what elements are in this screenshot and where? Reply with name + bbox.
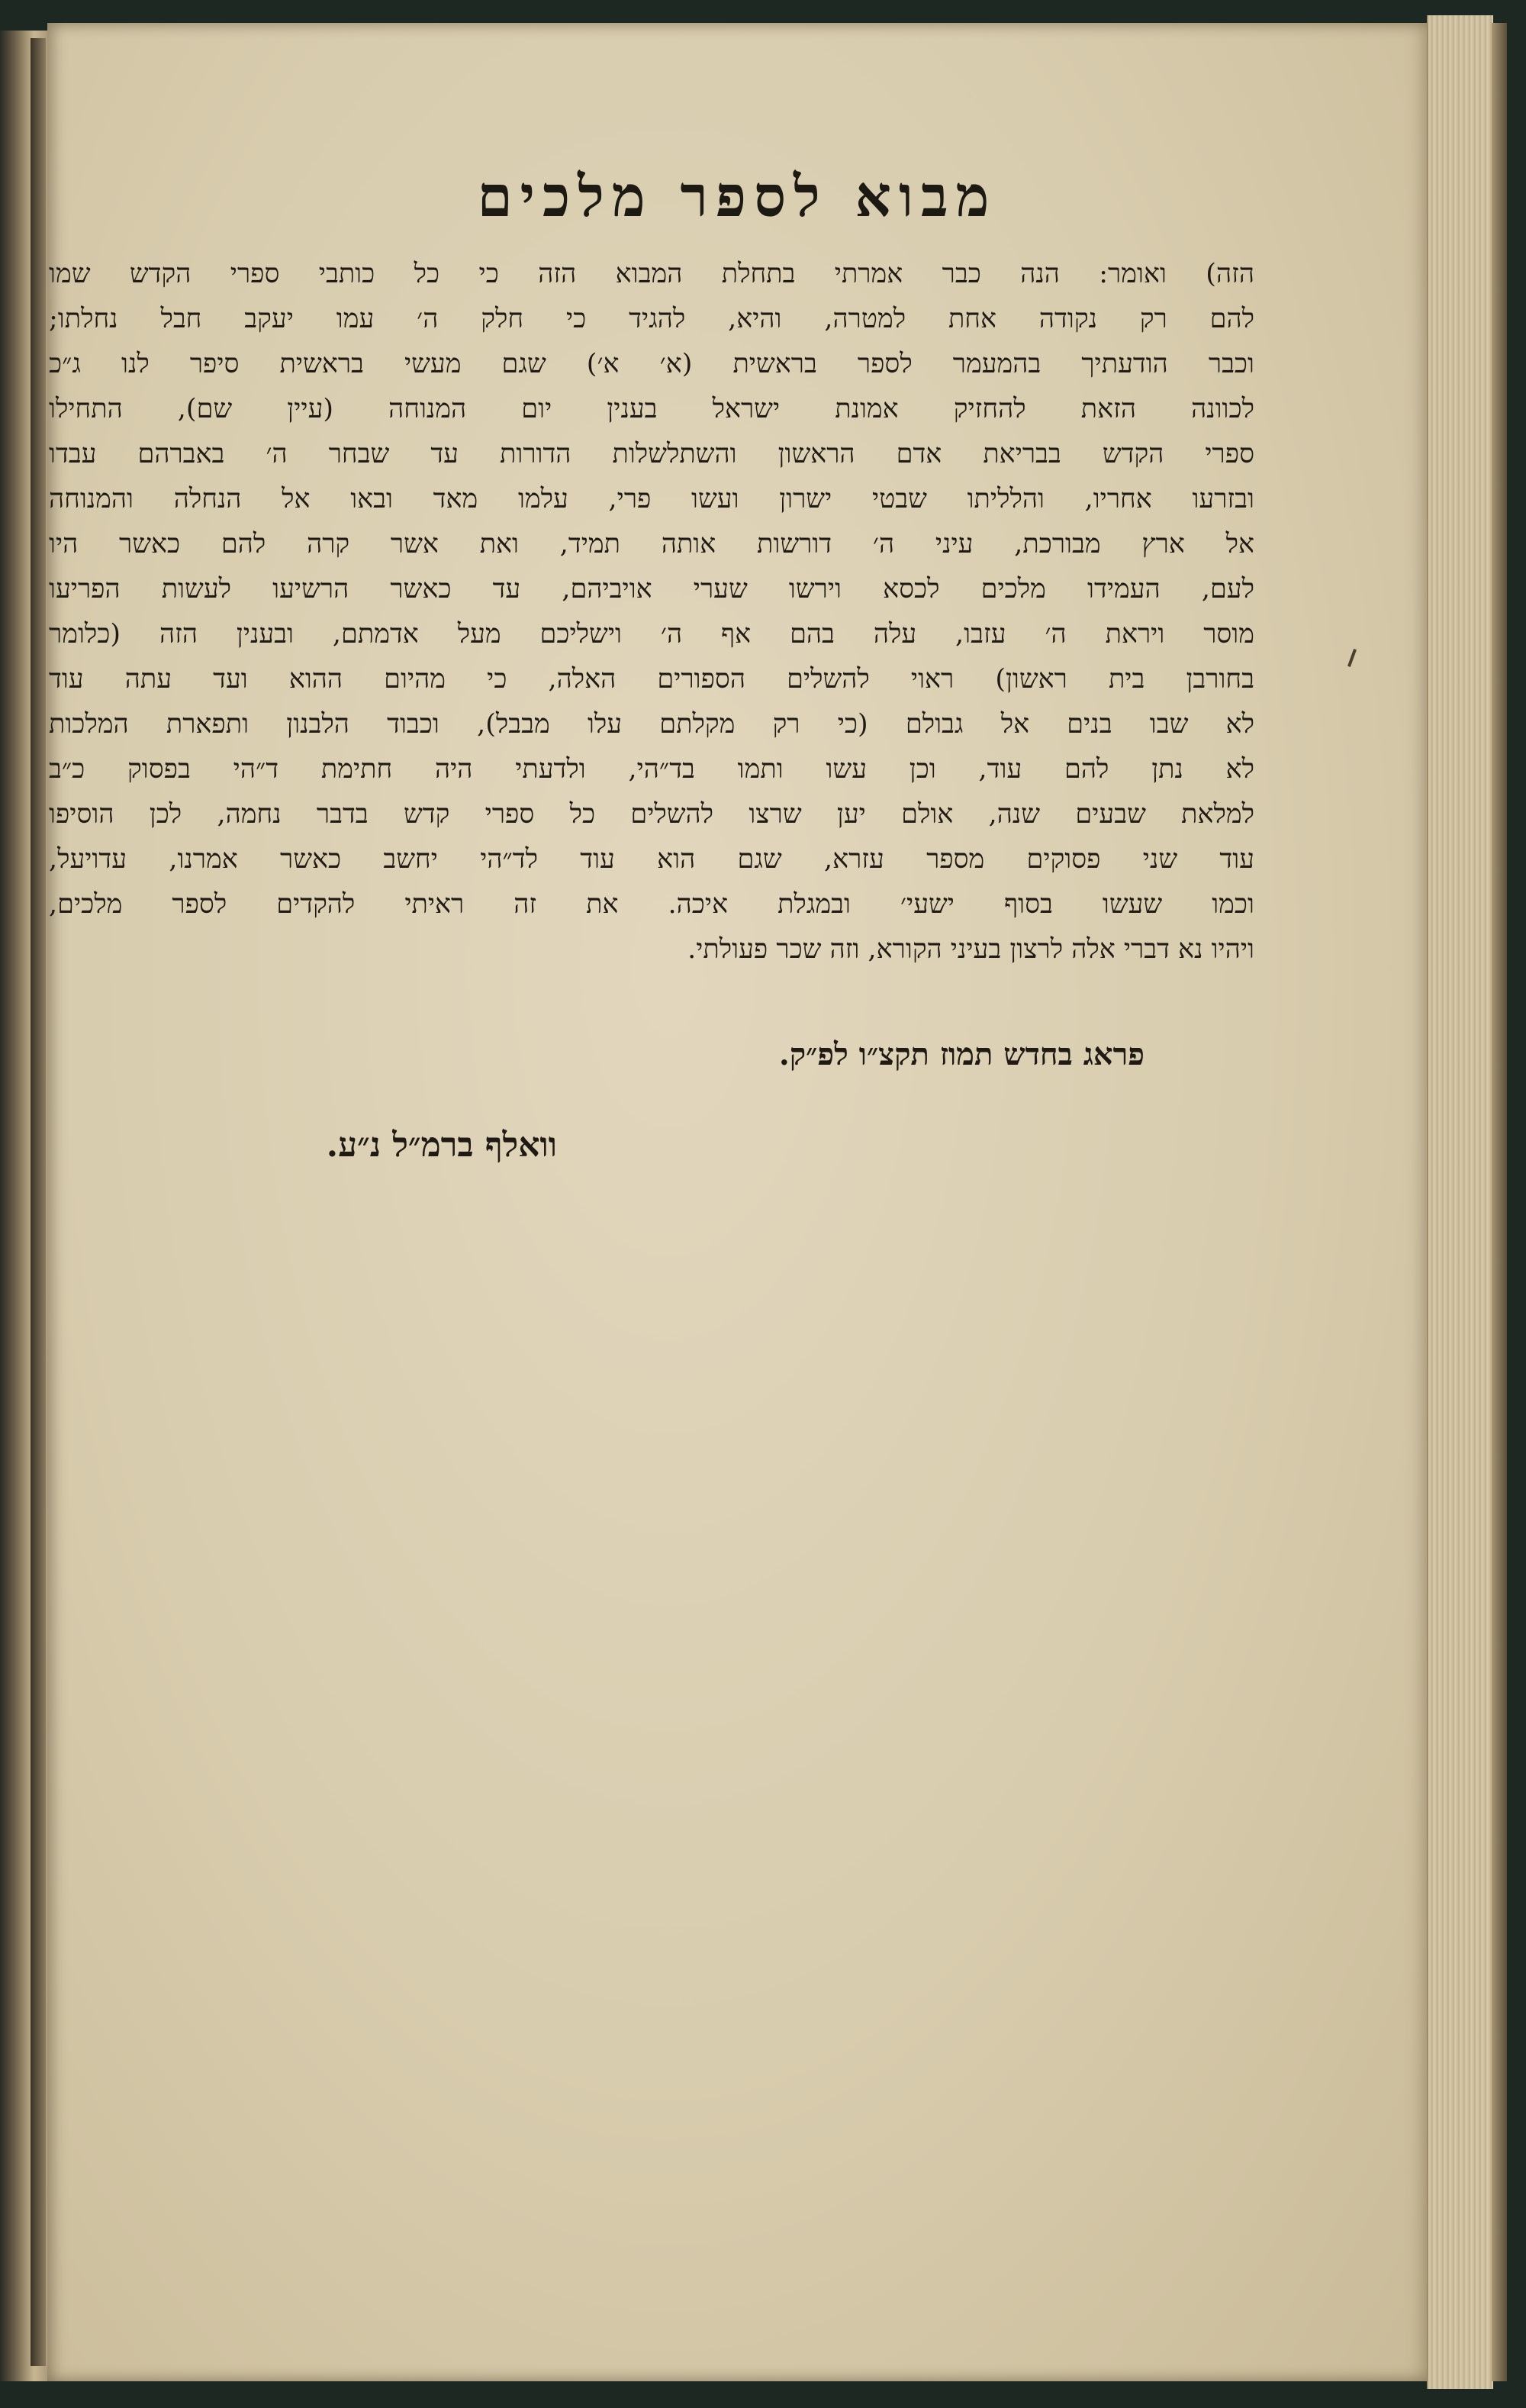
book-cover-edge (1492, 23, 1507, 2381)
text-line: להם רק נקודה אחת למטרה, והיא, להגיד כי חלק ה׳ עמו יעקב חבל נחלתו; (49, 304, 1254, 334)
body-paragraph (49, 252, 1254, 972)
text-line: הזה) ואומר: הנה כבר אמרתי בתחלת המבוא הזה כי כל כותבי ספרי הקדש שמו (49, 259, 1254, 289)
text-line: מוסר ויראת ה׳ עזבו, עלה בהם אף ה׳ וישליכם מעל אדמתם, ובענין הזה (כלומר (49, 619, 1254, 650)
page-heading: מבוא לספר מלכים (477, 164, 997, 230)
text-line: אל ארץ מבורכת, עיני ה׳ דורשות אותה תמיד, ואת אשר קרה להם כאשר היו (49, 529, 1254, 559)
text-line: וכמו שעשו בסוף ישעי׳ ובמגלת איכה. את זה ראיתי להקדים לספר מלכים, (49, 889, 1254, 920)
text-line: לא שבו בנים אל גבולם (כי רק מקלתם עלו מבבל), וכבוד הלבנון ותפארת המלכות (49, 709, 1254, 740)
text-line: לכוונה הזאת להחזיק אמונת ישראל בענין יום המנוחה (עיין שם), התחילו (49, 394, 1254, 424)
text-line: למלאת שבעים שנה, אולם יען שרצו להשלים כל ספרי קדש בדבר נחמה, לכן הוסיפו (49, 799, 1254, 830)
place-and-date: פראג בחדש תמוז תקצ״ו לפ״ק. (778, 1036, 1144, 1072)
text-line: ויהיו נא דברי אלה לרצון בעיני הקורא, וזה שכר פעולתי. (687, 934, 1254, 965)
text-line: ספרי הקדש בבריאת אדם הראשון והשתלשלות הדורות עד שבחר ה׳ באברהם עבדו (49, 439, 1254, 469)
text-line: וכבר הודעתיך בהמעמר לספר בראשית (א׳ א׳) שגם מעשי בראשית סיפר לנו ג״כ (49, 349, 1254, 379)
book-gutter (31, 38, 46, 2366)
text-line: ובזרעו אחריו, והלליתו שבטי ישרון ועשו פרי, עלמו מאד ובאו אל הנחלה והמנוחה (49, 484, 1254, 514)
author-signature: וואלף ברמ״ל נ״ע. (326, 1126, 557, 1165)
text-line: לעם, העמידו מלכים לכסא וירשו שערי אויביהם, עד כאשר הרשיעו לעשות הפריעו (49, 574, 1254, 604)
text-line: לא נתן להם עוד, וכן עשו ותמו בד״הי, ולדעתי היה חתימת ד״הי בפסוק כ״ב (49, 754, 1254, 785)
page-stack-edge (1427, 15, 1493, 2389)
text-line: עוד שני פסוקים מספר עזרא, שגם הוא עוד לד״הי יחשב כאשר אמרנו, עדויעל, (49, 844, 1254, 875)
text-line: בחורבן בית ראשון) ראוי להשלים הספורים האלה, כי מהיום ההוא ועד עתה עוד (49, 664, 1254, 695)
